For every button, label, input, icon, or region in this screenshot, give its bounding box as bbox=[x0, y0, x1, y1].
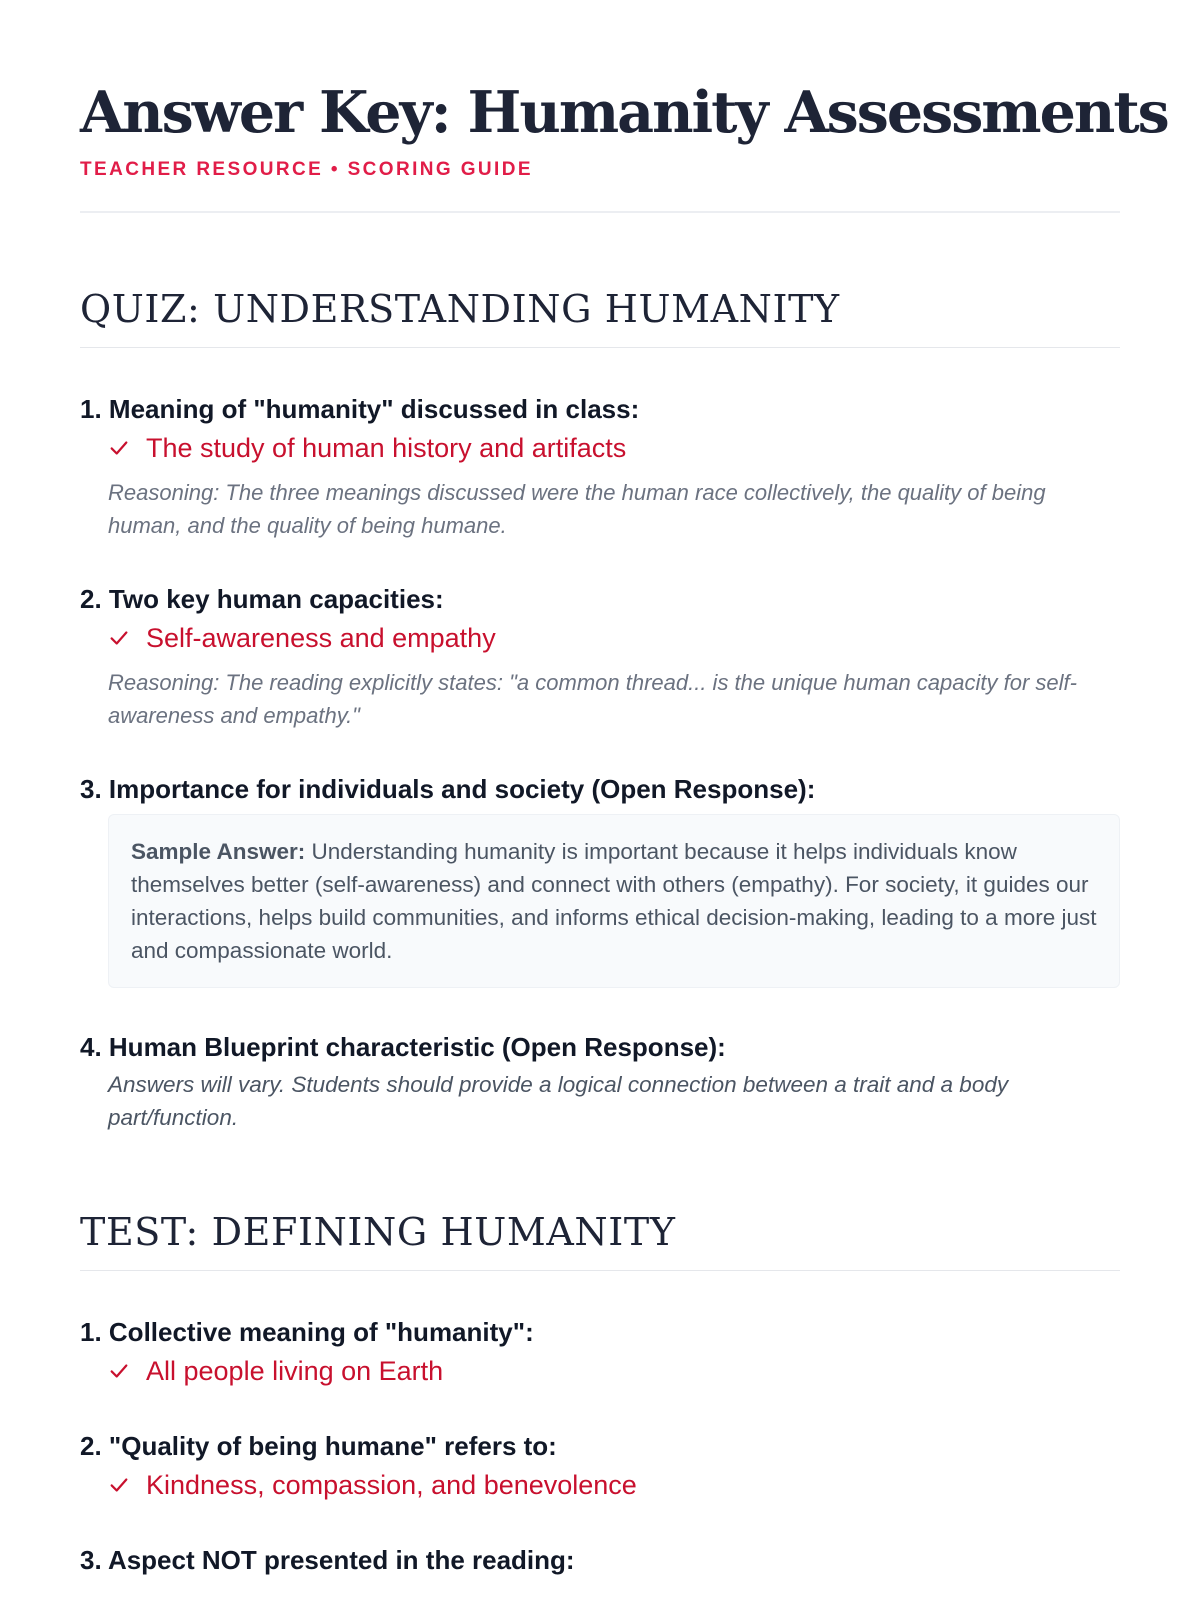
question-text: 1. Meaning of "humanity" discussed in class: bbox=[80, 394, 640, 424]
section-title-test: TEST: DEFINING HUMANITY bbox=[80, 1210, 676, 1254]
answer-text: The study of human history and artifacts bbox=[146, 433, 627, 463]
document-header bbox=[80, 79, 1168, 213]
answer-note: Answers will vary. Students should provide a logical connection between a trait and a body part/function. bbox=[108, 1072, 1009, 1130]
quiz-question-1 bbox=[80, 392, 1120, 542]
answer-reasoning: Reasoning: The reading explicitly states: "a common thread... is the unique human capacity for self-awareness and empathy." bbox=[108, 670, 1077, 728]
question-text: 1. Collective meaning of "humanity": bbox=[80, 1317, 534, 1347]
test-question-2 bbox=[80, 1429, 1120, 1503]
correct-answer bbox=[108, 1353, 1120, 1389]
quiz-section bbox=[80, 287, 1120, 1134]
answer-text: Self-awareness and empathy bbox=[146, 623, 496, 653]
question-text: 4. Human Blueprint characteristic (Open Response): bbox=[80, 1032, 726, 1062]
test-question-1 bbox=[80, 1315, 1120, 1389]
checkmark-icon bbox=[108, 1360, 130, 1382]
quiz-question-3 bbox=[80, 772, 1120, 988]
section-divider bbox=[80, 347, 1120, 348]
question-text: 2. "Quality of being humane" refers to: bbox=[80, 1431, 557, 1461]
answer-key-page bbox=[80, 79, 1168, 1577]
answer-text: All people living on Earth bbox=[146, 1356, 444, 1386]
quiz-question-2 bbox=[80, 582, 1120, 732]
page-subtitle: TEACHER RESOURCE • SCORING GUIDE bbox=[80, 159, 533, 180]
correct-answer bbox=[108, 430, 1120, 466]
answer-reasoning: Reasoning: The three meanings discussed were the human race collectively, the quality of being human, and the quality of being humane. bbox=[108, 480, 1046, 538]
test-section bbox=[80, 1210, 1120, 1577]
header-divider bbox=[80, 211, 1120, 213]
answer-text: Kindness, compassion, and benevolence bbox=[146, 1470, 637, 1500]
question-text: 3. Importance for individuals and society (Open Response): bbox=[80, 774, 816, 804]
sample-answer-label: Sample Answer: bbox=[131, 839, 306, 864]
test-question-3 bbox=[80, 1543, 1120, 1577]
checkmark-icon bbox=[108, 437, 130, 459]
question-text: 2. Two key human capacities: bbox=[80, 584, 444, 614]
correct-answer bbox=[108, 620, 1120, 656]
sample-answer-box bbox=[108, 814, 1120, 988]
section-divider bbox=[80, 1270, 1120, 1271]
checkmark-icon bbox=[108, 1474, 130, 1496]
section-title-quiz: QUIZ: UNDERSTANDING HUMANITY bbox=[80, 287, 840, 331]
checkmark-icon bbox=[108, 627, 130, 649]
question-text: 3. Aspect NOT presented in the reading: bbox=[80, 1545, 575, 1575]
correct-answer bbox=[108, 1467, 1120, 1503]
page-title: Answer Key: Humanity Assessments bbox=[80, 79, 1168, 146]
sample-answer-text: Understanding humanity is important because it helps individuals know themselves better (self-awareness) and connect with others (empathy). For society, it guides our interactions, helps build communities, and informs ethical decision-making, leading to a more just and compassionate world. bbox=[131, 839, 1097, 963]
quiz-question-4 bbox=[80, 1030, 1120, 1134]
